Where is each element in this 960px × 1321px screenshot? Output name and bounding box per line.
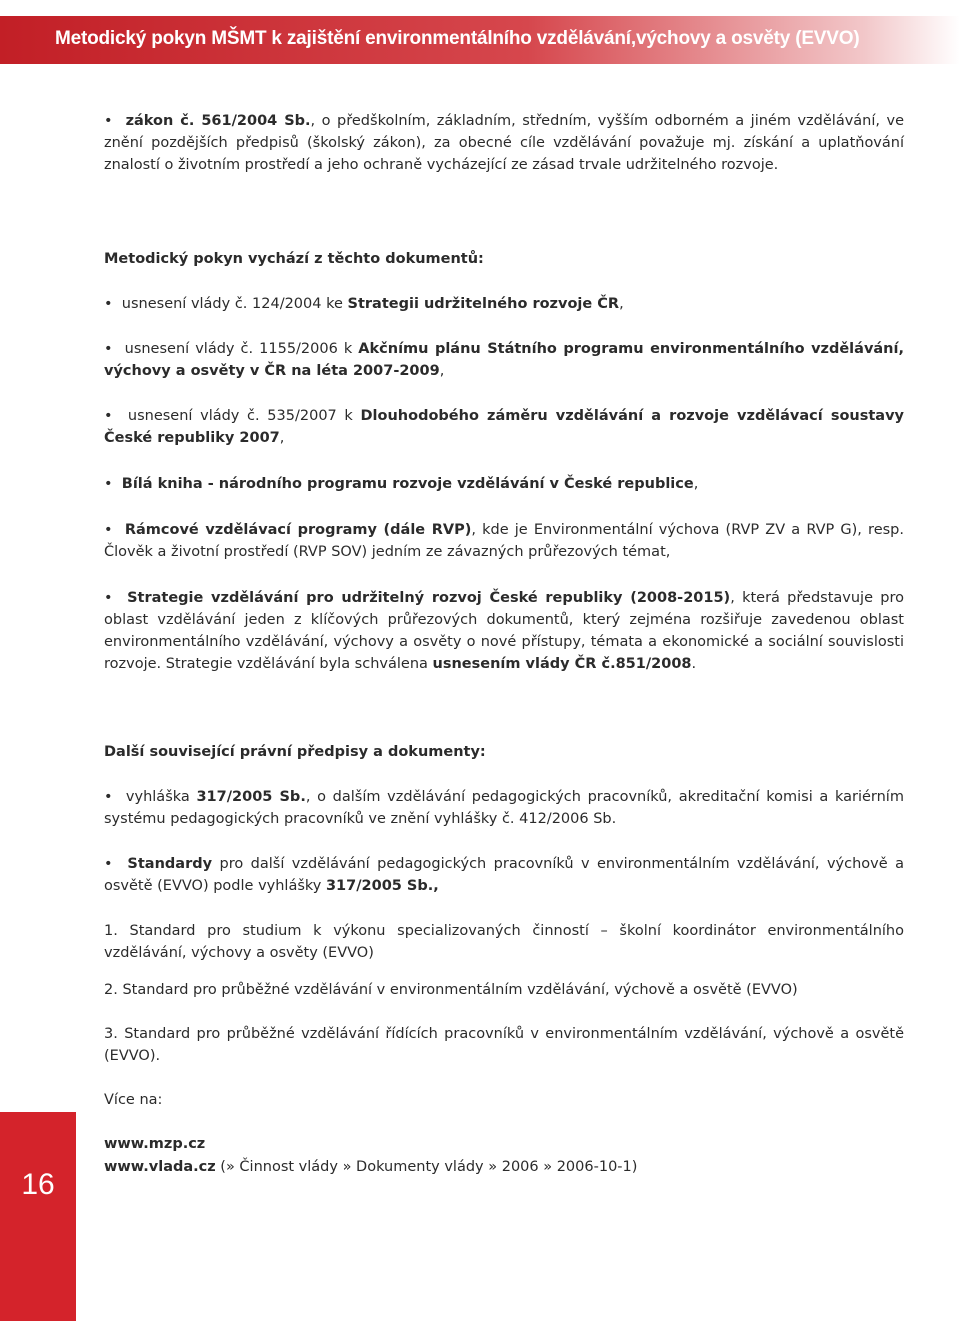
list-item-end: , — [439, 363, 445, 379]
list-item — [104, 293, 904, 315]
list-item-text: , která představuje pro oblast vzdělávání jeden z klíčových průřezových dokumentů, který zejména rozšiřuje zavedenou oblast environmentálního vzdělávání, výchovy a osvěty o nové přístupy, témata a ekonomické a sociální souvislosti rozvoje. Strategie vzdělávání byla schválena — [104, 590, 904, 672]
page-title: Metodický pokyn MŠMT k zajištění environmentálního vzdělávání,výchovy a osvěty (EVVO) — [55, 28, 860, 49]
list-item-end: . — [691, 656, 697, 672]
list-item-bold: Akčnímu plánu Státního programu environmentálního vzdělávání, výchovy a osvěty v ČR na léta 2007-2009 — [104, 341, 904, 379]
list-item-bold: Dlouhodobého záměru vzdělávání a rozvoje vzdělávací soustavy České republiky 2007 — [104, 408, 904, 446]
list-item-bold: Strategii udržitelného rozvoje ČR — [347, 296, 620, 312]
list-item-text: usnesení vlády č. 535/2007 k — [127, 408, 361, 424]
link-mzp[interactable]: www.mzp.cz — [104, 1136, 206, 1152]
list-item-bold: usnesením vlády ČR č.851/2008 — [432, 656, 692, 672]
page-number: 16 — [21, 1168, 55, 1201]
list-item — [104, 853, 904, 897]
intro-paragraph — [104, 110, 904, 176]
list-item — [104, 338, 904, 382]
list-item-text: usnesení vlády č. 1155/2006 k — [124, 341, 359, 357]
list-item-bold: 317/2005 Sb. — [196, 789, 306, 805]
web-links — [104, 1133, 904, 1179]
main-content — [104, 110, 904, 1179]
page-number-box — [0, 1112, 76, 1321]
list-item — [104, 405, 904, 449]
list-item-end: , — [279, 430, 285, 446]
intro-text: , o předškolním, základním, středním, vyšším odborném a jiném vzdělávání, ve znění pozdějších předpisů (školský zákon), za obecné cíle vzdělávání považuje mj. získání a uplatňování znalostí o životním prostředí a jeho ochraně vycházející ze zásad trvale udržitelného rozvoje. — [104, 113, 905, 173]
list-item-end: , — [619, 296, 624, 312]
link-vlada-path: (» Činnost vlády » Dokumenty vlády » 2006 » 2006-10-1) — [215, 1159, 638, 1175]
list-item-bold: Strategie vzdělávání pro udržitelný rozvoj České republiky (2008-2015) — [127, 590, 731, 606]
list-item-bold: Rámcové vzdělávací programy (dále RVP) — [124, 522, 472, 538]
list-item-text: , o dalším vzdělávání pedagogických pracovníků, akreditační komisi a kariérním systému pedagogických pracovníků ve znění vyhlášky č. 412/2006 Sb. — [104, 789, 904, 827]
list-item — [104, 473, 904, 495]
list-item-bold: Standardy — [127, 856, 213, 872]
list-item-bold: 317/2005 Sb., — [325, 878, 439, 894]
header-banner — [0, 16, 960, 64]
more-label: Více na: — [104, 1092, 163, 1108]
list-item-end: , — [693, 476, 699, 492]
related-heading: Další související právní předpisy a dokumenty: — [104, 744, 486, 760]
law-reference: zákon č. 561/2004 Sb. — [125, 113, 311, 129]
standard-item: 2. Standard pro průběžné vzdělávání v environmentálním vzdělávání, výchově a osvětě (EVVO) — [104, 982, 798, 998]
standard-item: 3. Standard pro průběžné vzdělávání řídících pracovníků v environmentálním vzdělávání, výchově a osvětě (EVVO). — [104, 1026, 904, 1064]
list-item-text: usnesení vlády č. 124/2004 ke — [121, 296, 348, 312]
list-item — [104, 786, 904, 830]
list-item-bold: Bílá kniha - národního programu rozvoje vzdělávání v České republice — [121, 476, 694, 492]
list-item-text: vyhláška — [125, 789, 197, 805]
standard-item: 1. Standard pro studium k výkonu specializovaných činností – školní koordinátor environmentálního vzdělávání, výchovy a osvěty (EVVO) — [104, 923, 904, 961]
documents-heading: Metodický pokyn vychází z těchto dokumentů: — [104, 251, 484, 267]
link-vlada[interactable]: www.vlada.cz — [104, 1159, 216, 1175]
list-item-text: , kde je Environmentální výchova (RVP ZV a RVP G), resp. Člověk a životní prostředí (RVP SOV) jedním ze závazných průřezových témat, — [104, 522, 904, 560]
list-item — [104, 519, 904, 563]
list-item — [104, 587, 904, 675]
list-item-text: pro další vzdělávání pedagogických pracovníků v environmentálním vzdělávání, výchově a osvětě (EVVO) podle vyhlášky — [104, 856, 904, 894]
